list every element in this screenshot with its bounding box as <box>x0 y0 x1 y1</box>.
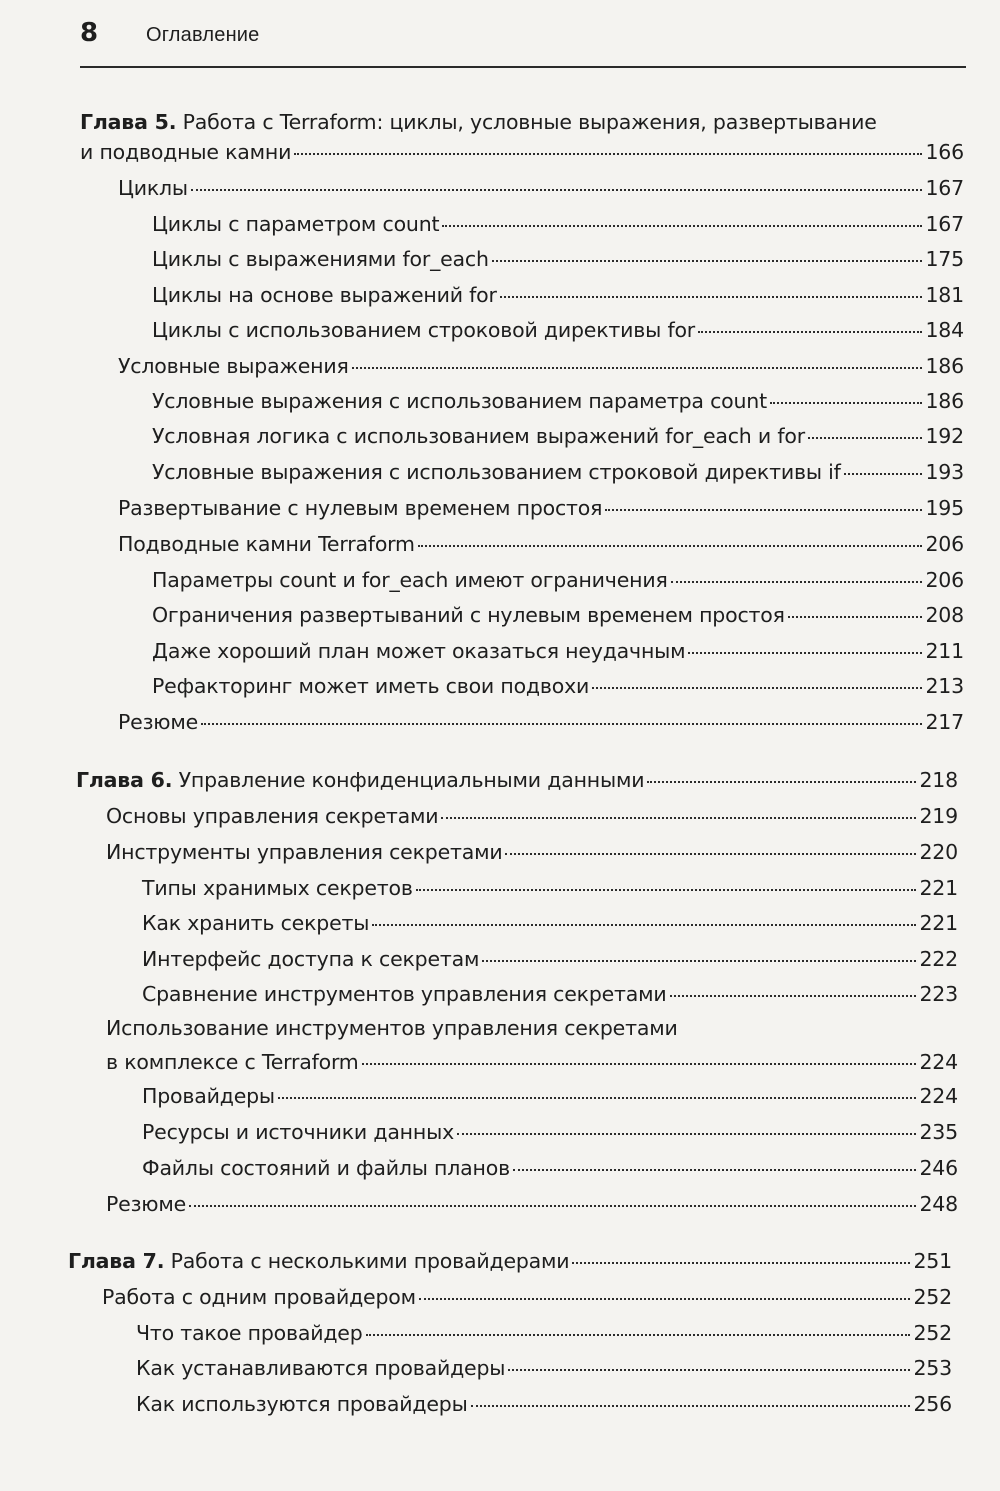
entry-page-number: 167 <box>925 176 964 200</box>
toc-entry[interactable] <box>142 982 958 1006</box>
dot-leader <box>844 473 923 475</box>
entry-title: Подводные камни Terraform <box>118 532 415 556</box>
entry-title: Циклы <box>118 176 188 200</box>
dot-leader <box>416 889 917 891</box>
entry-page-number: 192 <box>925 424 964 448</box>
toc-entry[interactable] <box>106 1050 958 1074</box>
entry-page-number: 253 <box>913 1356 952 1380</box>
entry-title: Инструменты управления секретами <box>106 840 503 864</box>
dot-leader <box>294 153 922 155</box>
toc-entry[interactable] <box>152 318 964 342</box>
entry-title: Работа с одним провайдером <box>102 1285 416 1309</box>
entry-title: Резюме <box>106 1192 187 1216</box>
chapter-title: Работа с несколькими провайдерами <box>164 1249 570 1273</box>
dot-leader <box>647 781 916 783</box>
entry-page-number: 206 <box>925 568 964 592</box>
entry-page-number: 221 <box>919 876 958 900</box>
entry-title: Ресурсы и источники данных <box>142 1120 454 1144</box>
entry-title: и подводные камни <box>80 140 292 164</box>
entry-title: Файлы состояний и файлы планов <box>142 1156 510 1180</box>
dot-leader <box>572 1262 910 1264</box>
entry-title: Что такое провайдер <box>136 1321 363 1345</box>
toc-entry[interactable] <box>106 804 958 828</box>
entry-title: Даже хороший план может оказаться неудачным <box>152 639 686 663</box>
dot-leader <box>191 189 923 191</box>
entry-title <box>76 768 644 792</box>
entry-page-number: 224 <box>919 1050 958 1074</box>
toc-entry[interactable] <box>102 1285 952 1309</box>
dot-leader <box>513 1169 917 1171</box>
entry-page-number: 175 <box>925 247 964 271</box>
entry-title: Условные выражения <box>118 354 349 378</box>
entry-page-number: 251 <box>913 1249 952 1273</box>
toc-entry[interactable] <box>152 283 964 307</box>
entry-page-number: 222 <box>919 947 958 971</box>
dot-leader <box>278 1097 917 1099</box>
entry-page-number: 217 <box>925 710 964 734</box>
entry-title: Резюме <box>118 710 199 734</box>
dot-leader <box>482 960 916 962</box>
entry-title: Циклы с использованием строковой директивы for <box>152 318 696 342</box>
entry-title: Ограничения развертываний с нулевым временем простоя <box>152 603 785 627</box>
entry-title: Как используются провайдеры <box>136 1392 468 1416</box>
entry-page-number: 208 <box>925 603 964 627</box>
dot-leader <box>457 1133 916 1135</box>
toc-entry[interactable] <box>142 876 958 900</box>
dot-leader <box>788 616 923 618</box>
entry-title: Провайдеры <box>142 1084 275 1108</box>
entry-title: Циклы с выражениями for_each <box>152 247 489 271</box>
toc-entry[interactable] <box>118 354 964 378</box>
header-rule <box>80 66 966 68</box>
entry-page-number: 248 <box>919 1192 958 1216</box>
dot-leader <box>366 1334 911 1336</box>
toc-entry[interactable] <box>76 768 958 792</box>
dot-leader <box>671 581 923 583</box>
entry-page-number: 252 <box>913 1321 952 1345</box>
entry-title: Циклы с параметром count <box>152 212 440 236</box>
entry-page-number: 184 <box>925 318 964 342</box>
dot-leader <box>605 509 922 511</box>
dot-leader <box>670 995 917 997</box>
entry-title-line: Использование инструментов управления секретами <box>106 1016 678 1040</box>
entry-title: Рефакторинг может иметь свои подвохи <box>152 674 590 698</box>
entry-title: Условные выражения с использованием строковой директивы if <box>152 460 841 484</box>
toc-entry[interactable] <box>106 840 958 864</box>
entry-page-number: 186 <box>925 354 964 378</box>
toc-entry[interactable] <box>152 568 964 592</box>
toc-entry[interactable] <box>68 1249 952 1273</box>
entry-page-number: 223 <box>919 982 958 1006</box>
dot-leader <box>362 1063 917 1065</box>
entry-title: в комплексе с Terraform <box>106 1050 359 1074</box>
entry-title <box>68 1249 569 1273</box>
dot-leader <box>352 367 923 369</box>
entry-page-number: 195 <box>925 496 964 520</box>
toc-entry[interactable] <box>152 389 964 413</box>
dot-leader <box>201 723 922 725</box>
toc-entry[interactable] <box>152 424 964 448</box>
entry-page-number: 211 <box>925 639 964 663</box>
entry-page-number: 246 <box>919 1156 958 1180</box>
chapter-label: Глава 6. <box>76 768 173 792</box>
dot-leader <box>492 260 923 262</box>
running-title: Оглавление <box>146 24 260 46</box>
dot-leader <box>418 545 923 547</box>
toc-entry[interactable] <box>80 140 964 164</box>
chapter-label: Глава 5. <box>80 110 177 134</box>
entry-page-number: 220 <box>919 840 958 864</box>
entry-page-number: 235 <box>919 1120 958 1144</box>
entry-page-number: 219 <box>919 804 958 828</box>
entry-title: Развертывание с нулевым временем простоя <box>118 496 603 520</box>
entry-page-number: 213 <box>925 674 964 698</box>
entry-page-number: 167 <box>925 212 964 236</box>
chapter-title: Работа с Terraform: циклы, условные выражения, развертывание <box>176 110 877 134</box>
entry-page-number: 252 <box>913 1285 952 1309</box>
toc-entry[interactable] <box>118 496 964 520</box>
toc-entry[interactable] <box>142 1156 958 1180</box>
toc-entry[interactable] <box>118 710 964 734</box>
entry-title: Параметры count и for_each имеют ограничения <box>152 568 668 592</box>
chapter-label: Глава 7. <box>68 1249 165 1273</box>
entry-title: Условная логика с использованием выражений for_each и for <box>152 424 805 448</box>
toc-entry[interactable] <box>118 532 964 556</box>
dot-leader <box>500 296 923 298</box>
toc-entry[interactable] <box>118 176 964 200</box>
dot-leader <box>688 652 922 654</box>
dot-leader <box>189 1205 916 1207</box>
toc-entry[interactable] <box>152 639 964 663</box>
entry-page-number: 193 <box>925 460 964 484</box>
toc-entry[interactable] <box>152 603 964 627</box>
dot-leader <box>505 853 916 855</box>
toc-entry[interactable] <box>142 1120 958 1144</box>
toc-entry[interactable] <box>152 247 964 271</box>
toc-entry[interactable] <box>136 1392 952 1416</box>
dot-leader <box>508 1369 910 1371</box>
dot-leader <box>441 817 916 819</box>
entry-page-number: 166 <box>925 140 964 164</box>
entry-title: Интерфейс доступа к секретам <box>142 947 480 971</box>
entry-page-number: 206 <box>925 532 964 556</box>
toc-entry[interactable] <box>142 911 958 935</box>
dot-leader <box>419 1298 911 1300</box>
entry-title: Условные выражения с использованием параметра count <box>152 389 767 413</box>
dot-leader <box>592 687 922 689</box>
dot-leader <box>808 437 923 439</box>
dot-leader <box>442 225 922 227</box>
dot-leader <box>471 1405 911 1407</box>
entry-page-number: 218 <box>919 768 958 792</box>
toc-entry[interactable] <box>106 1192 958 1216</box>
dot-leader <box>372 924 916 926</box>
dot-leader <box>698 331 922 333</box>
toc-entry[interactable] <box>142 1084 958 1108</box>
entry-title: Циклы на основе выражений for <box>152 283 497 307</box>
toc-entry[interactable] <box>152 674 964 698</box>
toc-entry[interactable] <box>152 460 964 484</box>
toc-entry[interactable] <box>142 947 958 971</box>
entry-page-number: 224 <box>919 1084 958 1108</box>
toc-entry[interactable] <box>152 212 964 236</box>
page-number: 8 <box>80 18 99 48</box>
entry-title-line <box>80 110 877 134</box>
toc-entry[interactable] <box>136 1321 952 1345</box>
entry-title: Основы управления секретами <box>106 804 439 828</box>
entry-page-number: 221 <box>919 911 958 935</box>
entry-title: Как хранить секреты <box>142 911 370 935</box>
entry-page-number: 256 <box>913 1392 952 1416</box>
entry-page-number: 181 <box>925 283 964 307</box>
entry-page-number: 186 <box>925 389 964 413</box>
toc-entry[interactable] <box>136 1356 952 1380</box>
chapter-title: Управление конфиденциальными данными <box>172 768 645 792</box>
entry-title: Сравнение инструментов управления секретами <box>142 982 667 1006</box>
entry-title: Типы хранимых секретов <box>142 876 413 900</box>
entry-title: Как устанавливаются провайдеры <box>136 1356 506 1380</box>
running-header <box>80 18 260 58</box>
dot-leader <box>770 402 923 404</box>
